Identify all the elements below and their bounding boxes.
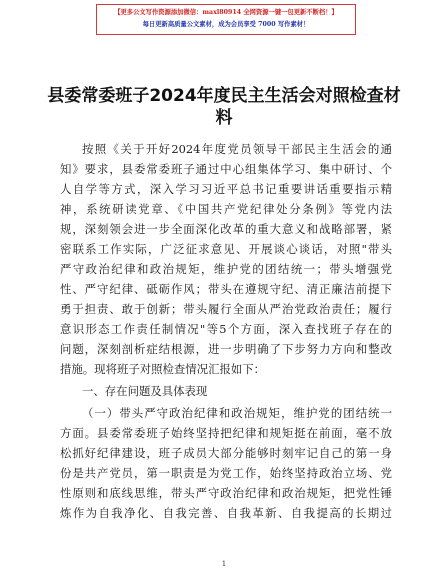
text-line: （一）带头严守政治纪律和政治规矩，维护党的团结统一 — [82, 406, 392, 420]
text-line: 炼作为自我净化、自我完善、自我革新、自我提高的长期过 — [60, 506, 392, 520]
text-line: 性原则和底线思维，带头严守政治纪律和政治规矩，把党性锤 — [60, 486, 392, 500]
promo-line-1: 【更多公文写作资源添加微信：maxl80914 全网资源一键一包更新不断档！】 — [114, 9, 338, 16]
text-line: 人自学等方式，深入学习习近平总书记重要讲话重要指示精 — [60, 182, 392, 196]
document-title-line-1: 县委常委班子2024年度民主生活会对照检查材 — [47, 86, 401, 106]
document-title-line-2: 料 — [215, 108, 233, 128]
text-line: 意识形态工作责任制情况"等5个方面，深入查找班子存在的 — [60, 322, 392, 336]
text-line: 性、严守纪律、砥砺作风；带头在遵规守纪、清正廉洁前提下 — [60, 282, 392, 296]
text-line: 勇于担责、敢于创新；带头履行全面从严治党政治责任；履行 — [60, 302, 392, 316]
text-line: 严守政治纪律和政治规矩，维护党的团结统一；带头增强党 — [60, 262, 392, 276]
text-line: 问题，深刻剖析症结根源，进一步明确了下步努力方向和整改 — [60, 342, 392, 356]
text-line: 按照《关于开好2024年度党员领导干部民主生活会的通 — [82, 142, 392, 156]
text-line: 知》要求，县委常委班子通过中心组集体学习、集中研讨、个 — [60, 162, 392, 176]
text-line: 份是共产党员，第一职责是为党工作，始终坚持政治立场、党 — [60, 466, 392, 480]
text-line: 规，深刻领会进一步全面深化改革的重大意义和战略部署，紧 — [60, 222, 392, 236]
text-line: 松抓好纪律建设，班子成员大部分能够时刻牢记自己的第一身 — [60, 446, 392, 460]
text-line: 方面。县委常委班子始终坚持把纪律和规矩挺在前面，毫不放 — [60, 426, 392, 440]
text-line: 神，系统研读党章、《中国共产党纪律处分条例》等党内法 — [60, 202, 392, 216]
text-line: 密联系工作实际，广泛征求意见、开展谈心谈话，对照"带头 — [60, 242, 392, 256]
promo-line-2: 每日更新高质量公文素材，成为会员享受 7000 写作素材！ — [142, 21, 310, 28]
section-heading: 一、存在问题及具体表现 — [82, 384, 208, 398]
page-number: 1 — [221, 560, 227, 568]
promo-banner — [96, 4, 356, 35]
text-line: 措施。现将班子对照检查情况汇报如下： — [60, 362, 266, 376]
